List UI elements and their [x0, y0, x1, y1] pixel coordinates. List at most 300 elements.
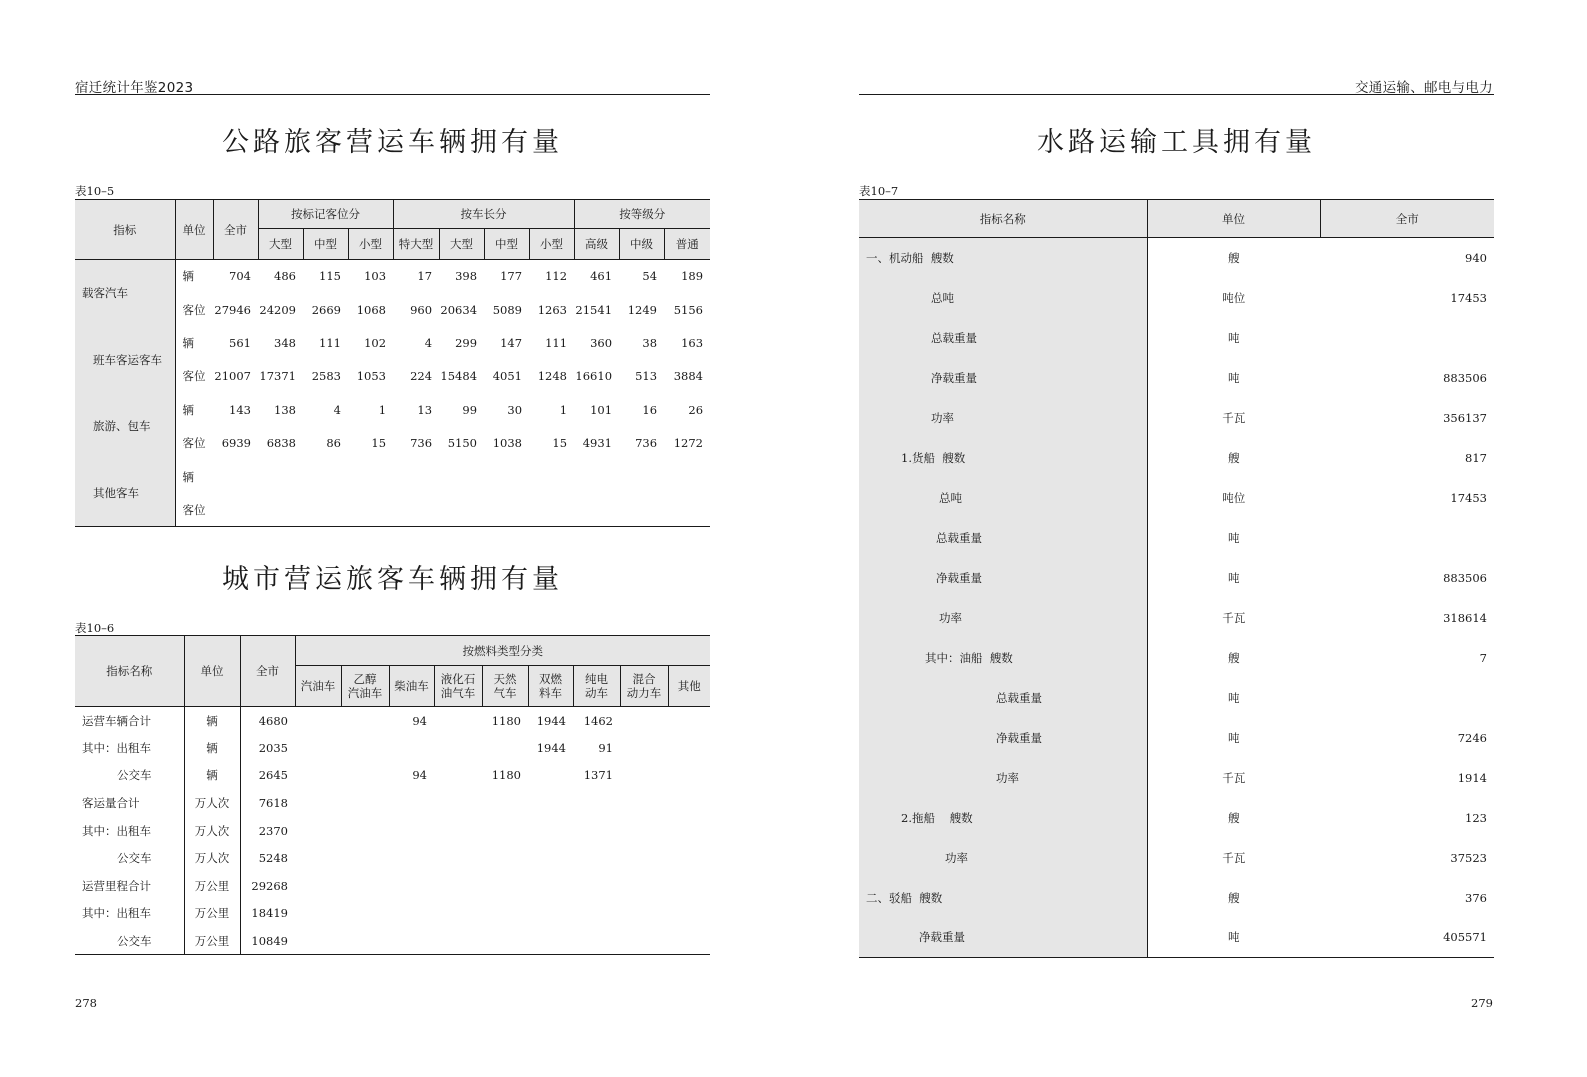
- value-cell: 6838: [266, 436, 296, 451]
- value-cell: 1272: [673, 436, 704, 451]
- unit-cell: 辆: [184, 762, 240, 790]
- header-total: 全市: [1320, 200, 1494, 238]
- value-cell: [434, 707, 482, 735]
- value-cell: [341, 844, 389, 872]
- value-cell: 17: [417, 269, 433, 284]
- value-cell: 10849: [240, 927, 295, 955]
- value-cell: [573, 900, 620, 928]
- table-row: [859, 278, 1494, 318]
- unit-cell: 辆: [175, 260, 213, 293]
- value-cell: [439, 493, 484, 526]
- header-total: 全市: [240, 636, 295, 707]
- value-cell: [434, 817, 482, 845]
- value-cell: 2669: [311, 302, 341, 317]
- value-cell: 1038: [492, 436, 523, 451]
- value-cell: [434, 734, 482, 762]
- value-cell: [303, 493, 348, 526]
- row-label: 其中：出租车: [82, 906, 151, 921]
- value-cell: 101: [590, 402, 613, 417]
- value-cell: [668, 872, 710, 900]
- value-cell: [434, 762, 482, 790]
- value-cell: 15: [552, 436, 568, 451]
- value-cell: [213, 493, 258, 526]
- value-cell: [668, 900, 710, 928]
- table-row: [75, 872, 710, 900]
- value-cell: 189: [681, 269, 704, 284]
- value-cell: [434, 900, 482, 928]
- value-cell: [528, 817, 573, 845]
- unit-cell: 艘: [1147, 798, 1320, 838]
- value-cell: [482, 927, 528, 955]
- value-cell: [389, 900, 434, 928]
- value-cell: 1068: [356, 302, 387, 317]
- table-10-6-title: 城市营运旅客车辆拥有量: [222, 564, 563, 595]
- table-10-5-number: 表10–5: [75, 184, 115, 198]
- row-label: 净载重量: [859, 718, 1147, 758]
- value-cell: 111: [319, 335, 341, 350]
- value-cell: [668, 789, 710, 817]
- value-cell: 26: [688, 402, 704, 417]
- row-label: 功率: [859, 838, 1147, 878]
- table-row: [859, 678, 1494, 718]
- value-cell: [529, 493, 574, 526]
- value-cell: 883506: [1443, 570, 1487, 585]
- value-cell: [573, 872, 620, 900]
- value-cell: [573, 789, 620, 817]
- value-cell: 1944: [536, 713, 566, 728]
- unit-cell: 客位: [175, 493, 213, 526]
- value-cell: [482, 789, 528, 817]
- page-number-right: 279: [1471, 996, 1493, 1010]
- value-cell: 27946: [214, 302, 251, 317]
- header-group-length: 按车长分: [393, 200, 574, 229]
- value-cell: [528, 762, 573, 790]
- value-cell: 1053: [356, 369, 387, 384]
- value-cell: 94: [412, 713, 427, 728]
- row-label: 其他客车: [75, 460, 175, 527]
- table-10-7-number: 表10–7: [859, 184, 899, 198]
- value-cell: 940: [1465, 250, 1487, 265]
- value-cell: 2035: [240, 734, 295, 762]
- value-cell: 7618: [240, 789, 295, 817]
- unit-cell: 吨: [1147, 318, 1320, 358]
- header-medium: 中型: [484, 229, 529, 260]
- header-fuel-type: 双燃 料车: [528, 666, 573, 707]
- header-unit: 单位: [184, 636, 240, 707]
- value-cell: 86: [326, 436, 341, 451]
- header-fuel-type: 液化石 油气车: [434, 666, 482, 707]
- value-cell: [668, 817, 710, 845]
- unit-cell: 万公里: [184, 900, 240, 928]
- table-row: [859, 598, 1494, 638]
- value-cell: [668, 927, 710, 955]
- value-cell: 6939: [221, 436, 251, 451]
- value-cell: 1263: [537, 302, 568, 317]
- value-cell: 21007: [214, 369, 251, 384]
- value-cell: 883506: [1443, 370, 1487, 385]
- value-cell: [620, 789, 668, 817]
- value-cell: 102: [364, 335, 387, 350]
- value-cell: [348, 493, 393, 526]
- row-label: 1.货船 艘数: [859, 438, 1147, 478]
- value-cell: 360: [590, 335, 613, 350]
- table-row: [859, 558, 1494, 598]
- value-cell: 4051: [492, 369, 523, 384]
- value-cell: [482, 734, 528, 762]
- value-cell: 15: [371, 436, 387, 451]
- table-row: [75, 900, 710, 928]
- table-row: [859, 918, 1494, 958]
- value-cell: 91: [598, 740, 613, 755]
- table-row: [75, 817, 710, 845]
- value-cell: [619, 460, 664, 493]
- value-cell: 4680: [240, 707, 295, 735]
- table-row: [859, 878, 1494, 918]
- unit-cell: 吨: [1147, 678, 1320, 718]
- unit-cell: 艘: [1147, 238, 1320, 278]
- value-cell: [573, 844, 620, 872]
- value-cell: 1249: [627, 302, 658, 317]
- table-row: [75, 734, 710, 762]
- table-row: [75, 393, 710, 426]
- value-cell: [528, 927, 573, 955]
- unit-cell: 客位: [175, 360, 213, 393]
- row-label: 总吨: [859, 478, 1147, 518]
- value-cell: 30: [507, 402, 523, 417]
- value-cell: [295, 734, 341, 762]
- value-cell: [1320, 678, 1494, 718]
- value-cell: 3884: [673, 369, 704, 384]
- value-cell: [528, 872, 573, 900]
- value-cell: 115: [319, 269, 341, 284]
- value-cell: [341, 927, 389, 955]
- value-cell: [434, 789, 482, 817]
- value-cell: [303, 460, 348, 493]
- value-cell: [439, 460, 484, 493]
- table-10-6-number: 表10–6: [75, 621, 115, 635]
- unit-cell: 吨位: [1147, 278, 1320, 318]
- value-cell: [295, 900, 341, 928]
- row-label: 其中：出租车: [82, 823, 151, 838]
- value-cell: [434, 844, 482, 872]
- header-medium: 中型: [303, 229, 348, 260]
- unit-cell: 辆: [184, 707, 240, 735]
- value-cell: 1462: [583, 713, 613, 728]
- value-cell: 704: [229, 269, 251, 284]
- value-cell: [620, 900, 668, 928]
- value-cell: [668, 707, 710, 735]
- table-10-5: [75, 199, 710, 527]
- value-cell: [393, 493, 439, 526]
- value-cell: 24209: [259, 302, 296, 317]
- value-cell: 1914: [1457, 770, 1487, 785]
- value-cell: 5150: [447, 436, 478, 451]
- value-cell: 123: [1465, 810, 1487, 825]
- row-label: 公交车: [117, 933, 152, 948]
- table-row: [859, 638, 1494, 678]
- value-cell: [341, 817, 389, 845]
- table-row: [859, 798, 1494, 838]
- unit-cell: 艘: [1147, 438, 1320, 478]
- value-cell: [389, 872, 434, 900]
- unit-cell: 辆: [175, 460, 213, 493]
- header-group-seats: 按标记客位分: [258, 200, 393, 229]
- header-extra-large: 特大型: [393, 229, 439, 260]
- row-label: 公交车: [117, 851, 152, 866]
- value-cell: 99: [462, 402, 478, 417]
- value-cell: [620, 734, 668, 762]
- row-label: 班车客运客车: [75, 326, 175, 393]
- table-row: [75, 789, 710, 817]
- table-row: [75, 260, 710, 293]
- table-row: [75, 460, 710, 493]
- value-cell: 318614: [1443, 610, 1487, 625]
- value-cell: 143: [229, 402, 251, 417]
- value-cell: 1248: [537, 369, 568, 384]
- table-row: [859, 518, 1494, 558]
- value-cell: [389, 844, 434, 872]
- row-label: 运营里程合计: [82, 878, 151, 893]
- header-fuel-type: 天然 气车: [482, 666, 528, 707]
- value-cell: 38: [642, 335, 658, 350]
- table-row: [859, 318, 1494, 358]
- table-row: [859, 718, 1494, 758]
- value-cell: 7: [1479, 650, 1487, 665]
- value-cell: [295, 817, 341, 845]
- row-label: 运营车辆合计: [82, 713, 151, 728]
- unit-cell: 千瓦: [1147, 758, 1320, 798]
- value-cell: [574, 493, 619, 526]
- table-row: [75, 707, 710, 735]
- value-cell: 2645: [240, 762, 295, 790]
- value-cell: [529, 460, 574, 493]
- header-large: 大型: [258, 229, 303, 260]
- value-cell: 1: [559, 402, 568, 417]
- value-cell: [295, 927, 341, 955]
- header-large: 大型: [439, 229, 484, 260]
- value-cell: [341, 789, 389, 817]
- value-cell: 94: [412, 768, 427, 783]
- value-cell: 486: [274, 269, 296, 284]
- value-cell: 163: [681, 335, 704, 350]
- unit-cell: 万公里: [184, 927, 240, 955]
- value-cell: 405571: [1443, 930, 1487, 945]
- running-head-right: 交通运输、邮电与电力: [1355, 80, 1493, 96]
- table-row: [75, 326, 710, 359]
- value-cell: 138: [274, 402, 296, 417]
- header-small: 小型: [348, 229, 393, 260]
- table-10-5-title: 公路旅客营运车辆拥有量: [222, 127, 563, 158]
- value-cell: 15484: [440, 369, 478, 384]
- unit-cell: 万公里: [184, 872, 240, 900]
- value-cell: 1180: [491, 713, 521, 728]
- unit-cell: 万人次: [184, 817, 240, 845]
- value-cell: 736: [635, 436, 658, 451]
- header-unit: 单位: [1147, 200, 1320, 238]
- row-label: 功率: [859, 398, 1147, 438]
- value-cell: [389, 927, 434, 955]
- value-cell: 376: [1465, 890, 1487, 905]
- value-cell: [668, 844, 710, 872]
- unit-cell: 万人次: [184, 789, 240, 817]
- value-cell: [482, 844, 528, 872]
- value-cell: 5248: [240, 844, 295, 872]
- table-10-6: [75, 635, 710, 955]
- value-cell: 5156: [673, 302, 704, 317]
- value-cell: 5089: [492, 302, 523, 317]
- header-rule: [859, 94, 1494, 95]
- unit-cell: 千瓦: [1147, 838, 1320, 878]
- value-cell: 7246: [1457, 730, 1487, 745]
- table-row: [859, 838, 1494, 878]
- value-cell: [295, 872, 341, 900]
- value-cell: 17453: [1450, 290, 1487, 305]
- value-cell: 13: [417, 402, 433, 417]
- table-10-7: [859, 199, 1494, 958]
- value-cell: [573, 927, 620, 955]
- left-page: [0, 0, 793, 1077]
- row-label: 公交车: [117, 768, 152, 783]
- value-cell: 111: [545, 335, 568, 350]
- row-label: 一、机动船 艘数: [859, 238, 1147, 278]
- row-label: 功率: [859, 758, 1147, 798]
- unit-cell: 辆: [175, 326, 213, 359]
- header-ordinary: 普通: [664, 229, 710, 260]
- value-cell: [664, 493, 710, 526]
- value-cell: [574, 460, 619, 493]
- header-fuel-type: 乙醇 汽油车: [341, 666, 389, 707]
- unit-cell: 吨: [1147, 718, 1320, 758]
- value-cell: 1: [378, 402, 387, 417]
- row-label: 二、驳船 艘数: [859, 878, 1147, 918]
- header-fuel-type: 纯电 动车: [573, 666, 620, 707]
- table-row: [859, 398, 1494, 438]
- value-cell: 356137: [1443, 410, 1487, 425]
- value-cell: 1180: [491, 768, 521, 783]
- row-label: 净载重量: [859, 558, 1147, 598]
- unit-cell: 艘: [1147, 878, 1320, 918]
- value-cell: [620, 872, 668, 900]
- header-fuel-type: 混合 动力车: [620, 666, 668, 707]
- value-cell: 461: [590, 269, 613, 284]
- header-middle: 中级: [619, 229, 664, 260]
- unit-cell: 吨位: [1147, 478, 1320, 518]
- unit-cell: 艘: [1147, 638, 1320, 678]
- value-cell: [434, 872, 482, 900]
- row-label: 总载重量: [859, 678, 1147, 718]
- value-cell: [389, 817, 434, 845]
- value-cell: [528, 789, 573, 817]
- value-cell: [258, 493, 303, 526]
- value-cell: [295, 707, 341, 735]
- unit-cell: 辆: [184, 734, 240, 762]
- value-cell: [528, 900, 573, 928]
- value-cell: 960: [410, 302, 433, 317]
- value-cell: 4: [333, 402, 341, 417]
- unit-cell: 吨: [1147, 918, 1320, 958]
- value-cell: [573, 817, 620, 845]
- value-cell: 177: [500, 269, 523, 284]
- value-cell: 736: [410, 436, 433, 451]
- header-indicator-name: 指标名称: [859, 200, 1147, 238]
- row-label: 总载重量: [859, 518, 1147, 558]
- value-cell: [213, 460, 258, 493]
- row-label: 总吨: [859, 278, 1147, 318]
- value-cell: 20634: [440, 302, 478, 317]
- row-label: 其中：出租车: [82, 740, 151, 755]
- row-label: 总载重量: [859, 318, 1147, 358]
- row-label: 其中：油船 艘数: [859, 638, 1147, 678]
- value-cell: 1371: [583, 768, 613, 783]
- value-cell: [341, 900, 389, 928]
- unit-cell: 吨: [1147, 558, 1320, 598]
- row-label: 净载重量: [859, 358, 1147, 398]
- row-label: 2.拖船 艘数: [859, 798, 1147, 838]
- value-cell: [668, 762, 710, 790]
- value-cell: [664, 460, 710, 493]
- header-rule: [75, 94, 710, 95]
- value-cell: [620, 707, 668, 735]
- header-fuel-type: 汽油车: [295, 666, 341, 707]
- value-cell: 2370: [240, 817, 295, 845]
- unit-cell: 吨: [1147, 358, 1320, 398]
- header-total: 全市: [213, 200, 258, 260]
- row-label: 旅游、包车: [75, 393, 175, 460]
- value-cell: 21541: [575, 302, 613, 317]
- row-label: 客运量合计: [82, 796, 140, 811]
- value-cell: 103: [364, 269, 387, 284]
- table-row: [859, 358, 1494, 398]
- value-cell: [482, 872, 528, 900]
- value-cell: [620, 844, 668, 872]
- value-cell: 561: [229, 335, 251, 350]
- value-cell: [528, 844, 573, 872]
- value-cell: [258, 460, 303, 493]
- value-cell: [620, 927, 668, 955]
- value-cell: 17371: [259, 369, 296, 384]
- row-label: 净载重量: [859, 918, 1147, 958]
- header-group-grade: 按等级分: [574, 200, 710, 229]
- value-cell: [389, 789, 434, 817]
- unit-cell: 千瓦: [1147, 398, 1320, 438]
- table-row: [859, 238, 1494, 278]
- table-10-7-title: 水路运输工具拥有量: [1037, 127, 1316, 158]
- value-cell: 18419: [240, 900, 295, 928]
- value-cell: [619, 493, 664, 526]
- header-indicator: 指标: [75, 200, 175, 260]
- value-cell: 224: [410, 369, 433, 384]
- header-small: 小型: [529, 229, 574, 260]
- value-cell: 147: [500, 335, 523, 350]
- right-page: [793, 0, 1587, 1077]
- value-cell: [434, 927, 482, 955]
- value-cell: [1320, 318, 1494, 358]
- value-cell: [341, 762, 389, 790]
- value-cell: 16610: [575, 369, 613, 384]
- header-fuel-type: 柴油车: [389, 666, 434, 707]
- unit-cell: 客位: [175, 426, 213, 459]
- value-cell: [348, 460, 393, 493]
- value-cell: 2583: [311, 369, 341, 384]
- running-head-left: 宿迁统计年鉴2023: [75, 80, 194, 96]
- value-cell: 1944: [536, 740, 566, 755]
- value-cell: [341, 872, 389, 900]
- table-row: [75, 844, 710, 872]
- unit-cell: 客位: [175, 293, 213, 326]
- value-cell: [295, 762, 341, 790]
- value-cell: [1320, 518, 1494, 558]
- header-unit: 单位: [175, 200, 213, 260]
